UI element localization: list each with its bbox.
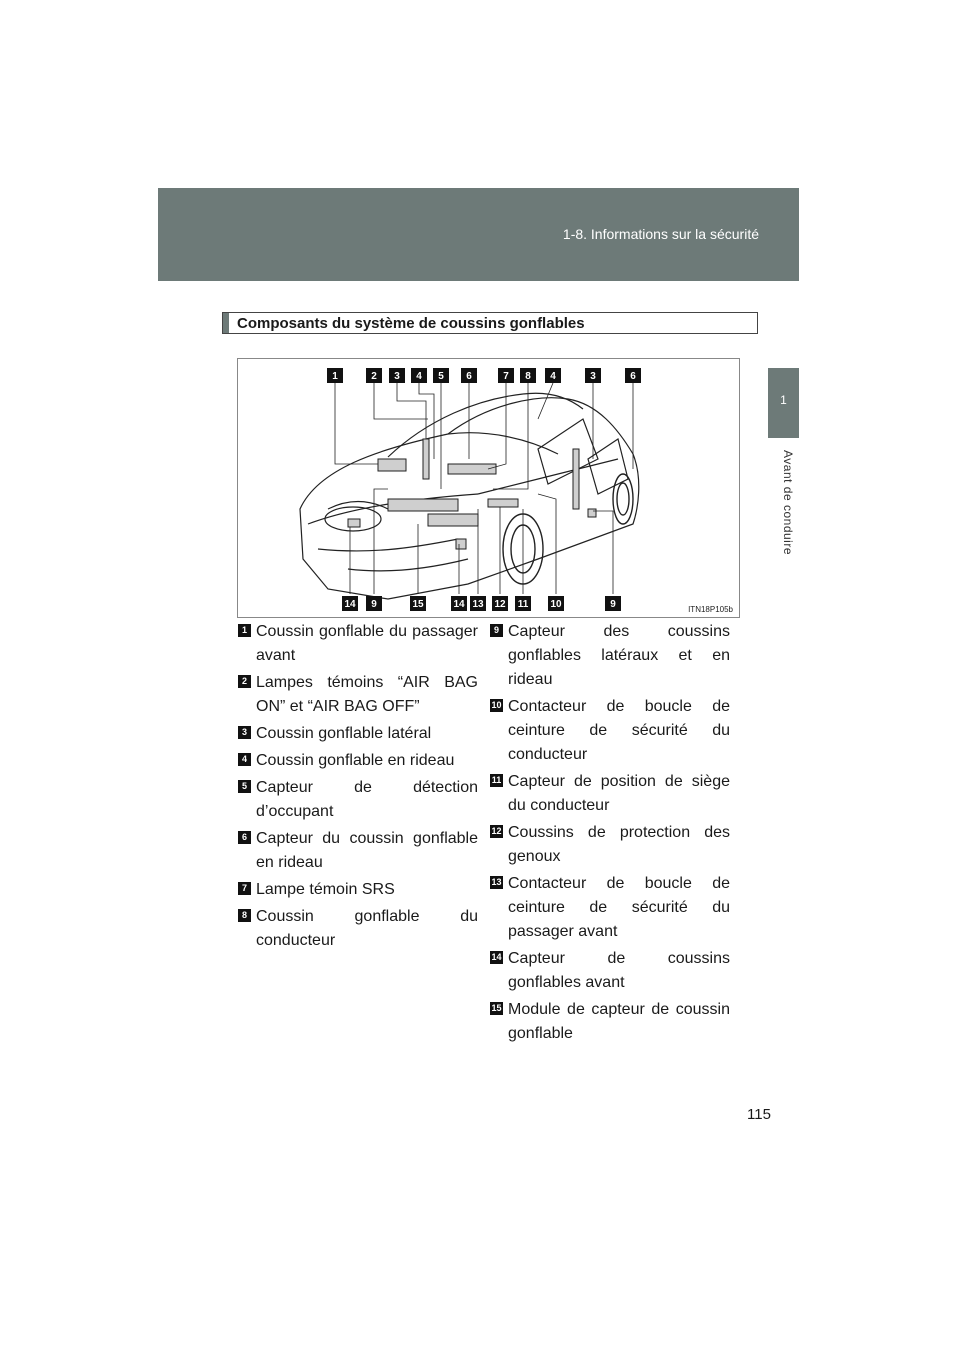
- callout-number-badge: 12: [491, 826, 502, 836]
- legend-text: Module de capteur de coussin gonflable: [508, 1001, 730, 1042]
- legend-right-column: [490, 620, 730, 1049]
- diagram-callout-11: [515, 596, 531, 611]
- legend-text: Coussins de protection des genoux: [508, 824, 730, 865]
- legend-item: [238, 878, 478, 902]
- legend-item: [238, 827, 478, 875]
- callout-number-badge: 13: [491, 877, 502, 887]
- seat-position-sensor: [488, 499, 518, 507]
- section-title: [222, 312, 758, 334]
- svg-text:5: 5: [438, 371, 444, 382]
- legend-text: Coussin gonflable latéral: [256, 725, 432, 742]
- legend-text: Contacteur de boucle de ceinture de sécurité du conducteur: [508, 698, 730, 763]
- svg-text:11: 11: [517, 599, 529, 610]
- callout-number-badge: 8: [238, 909, 251, 922]
- svg-text:2: 2: [371, 371, 377, 382]
- callout-number-badge: 14: [491, 952, 502, 962]
- legend-item: [238, 749, 478, 773]
- chapter-number: 1: [780, 393, 787, 407]
- legend-text: Capteur de détection d’occupant: [256, 779, 478, 820]
- diagram-callout-15: [410, 596, 426, 611]
- diagram-callout-7: [498, 368, 514, 383]
- callout-number-badge: 4: [238, 753, 251, 766]
- callout-number-badge: 1: [238, 624, 251, 637]
- page-number: 115: [747, 1106, 771, 1123]
- legend-left-column: [238, 620, 478, 956]
- diagram-callout-4: [545, 368, 561, 383]
- front-sensor-left: [348, 519, 360, 527]
- callout-number-badge: 5: [238, 780, 251, 793]
- chapter-label: Avant de conduire: [781, 450, 795, 556]
- diagram-callout-9: [366, 596, 382, 611]
- legend-text: Lampes témoins “AIR BAG ON” et “AIR BAG OFF”: [256, 674, 478, 715]
- svg-text:7: 7: [503, 371, 509, 382]
- svg-text:3: 3: [394, 371, 400, 382]
- legend-item: [238, 776, 478, 824]
- passenger-airbag: [378, 459, 406, 471]
- callout-number-badge: 3: [238, 726, 251, 739]
- diagram-callout-4: [411, 368, 427, 383]
- legend-text: Capteur des coussins gonflables latéraux et en rideau: [508, 623, 730, 688]
- legend-item: [490, 620, 730, 692]
- legend-item: [238, 905, 478, 953]
- front-sensor-right: [456, 539, 466, 549]
- diagram-callout-1: [327, 368, 343, 383]
- car-illustration: [238, 359, 741, 619]
- diagram-callout-14: [451, 596, 467, 611]
- diagram-callout-2: [366, 368, 382, 383]
- knee-airbag-right: [428, 514, 478, 526]
- legend-text: Capteur de position de siège du conducteur: [508, 773, 730, 814]
- svg-text:10: 10: [550, 599, 562, 610]
- legend-text: Capteur du coussin gonflable en rideau: [256, 830, 478, 871]
- legend-text: Lampe témoin SRS: [256, 881, 395, 898]
- svg-text:8: 8: [525, 371, 531, 382]
- legend-item: [490, 947, 730, 995]
- top-callouts: [327, 368, 641, 383]
- svg-text:6: 6: [466, 371, 472, 382]
- legend-item: [490, 872, 730, 944]
- legend-text: Capteur de coussins gonflables avant: [508, 950, 730, 991]
- callout-number-badge: 9: [490, 624, 503, 637]
- svg-text:15: 15: [412, 599, 424, 610]
- svg-text:9: 9: [610, 599, 616, 610]
- airbag-diagram: [237, 358, 740, 618]
- side-sensor: [588, 509, 596, 517]
- diagram-callout-9: [605, 596, 621, 611]
- callout-number-badge: 6: [238, 831, 251, 844]
- figure-code: ITN18P105b: [688, 605, 733, 614]
- legend-text: Contacteur de boucle de ceinture de sécurité du passager avant: [508, 875, 730, 940]
- legend-item: [490, 770, 730, 818]
- svg-text:4: 4: [550, 371, 556, 382]
- callout-number-badge: 7: [238, 882, 251, 895]
- legend-item: [490, 998, 730, 1046]
- diagram-callout-12: [492, 596, 508, 611]
- diagram-callout-10: [548, 596, 564, 611]
- svg-text:13: 13: [472, 599, 484, 610]
- section-title-text: Composants du système de coussins gonflables: [237, 314, 585, 332]
- diagram-callout-6: [625, 368, 641, 383]
- svg-text:14: 14: [344, 599, 356, 610]
- legend-item: [238, 722, 478, 746]
- callout-number-badge: 2: [238, 675, 251, 688]
- diagram-callout-5: [433, 368, 449, 383]
- diagram-callout-8: [520, 368, 536, 383]
- callout-number-badge: 15: [491, 1003, 502, 1013]
- legend-text: Coussin gonflable du passager avant: [256, 623, 478, 664]
- legend-text: Coussin gonflable en rideau: [256, 752, 455, 769]
- diagram-callout-13: [470, 596, 486, 611]
- car-wheels: [503, 474, 633, 584]
- legend-item: [238, 620, 478, 668]
- svg-text:6: 6: [630, 371, 636, 382]
- diagram-callout-6: [461, 368, 477, 383]
- curtain-airbag-rear: [573, 449, 579, 509]
- leader-lines: [335, 383, 633, 594]
- header-bar: [158, 188, 799, 281]
- legend-item: [490, 821, 730, 869]
- svg-text:9: 9: [371, 599, 377, 610]
- svg-text:4: 4: [416, 371, 422, 382]
- legend-item: [238, 671, 478, 719]
- callout-number-badge: 11: [491, 775, 502, 785]
- diagram-callout-3: [585, 368, 601, 383]
- callout-number-badge: 10: [491, 700, 502, 710]
- svg-text:1: 1: [332, 371, 338, 382]
- legend-item: [490, 695, 730, 767]
- svg-text:14: 14: [453, 599, 465, 610]
- chapter-tab: [768, 368, 799, 438]
- svg-text:3: 3: [590, 371, 596, 382]
- knee-airbag-left: [388, 499, 458, 511]
- diagram-callout-14: [342, 596, 358, 611]
- diagram-callout-3: [389, 368, 405, 383]
- header-title: 1-8. Informations sur la sécurité: [562, 226, 759, 242]
- curtain-airbag-front: [423, 439, 429, 479]
- section-marker: [223, 313, 229, 333]
- svg-text:12: 12: [494, 599, 506, 610]
- legend-text: Coussin gonflable du conducteur: [256, 908, 478, 949]
